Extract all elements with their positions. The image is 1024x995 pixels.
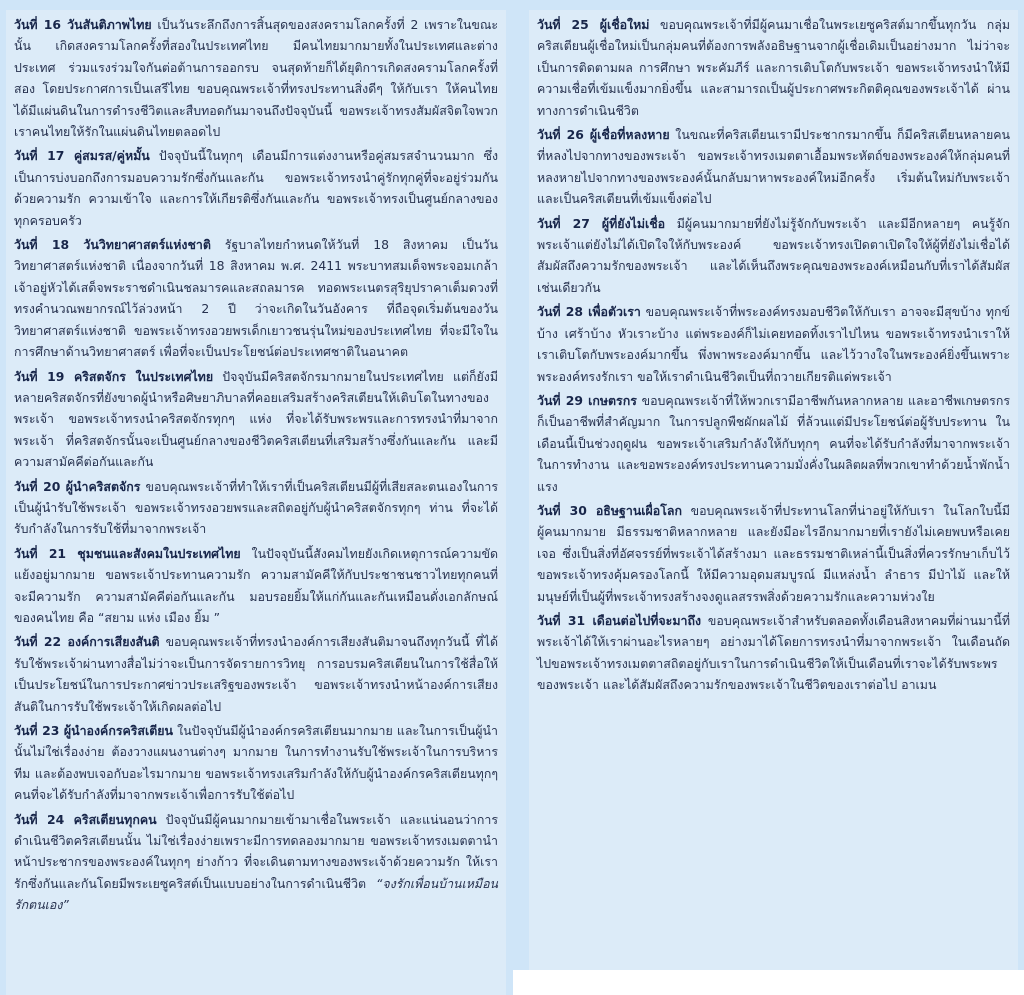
entry-day-16 — [14, 14, 498, 142]
entry-body: ขอบคุณพระเจ้าที่ทำให้เราที่เป็นคริสเตียนมีผู้ที่เสียสละตนเองในการเป็นผู้นำรับใช้พระเจ้า ขอพระเจ้าทรงอวยพรและสถิตอยู่กับผู้นำคริสตจักรทุกๆ ท่าน ที่จะได้รับกำลังในการรับใช้ที่มาจากพระเจ้า — [14, 478, 499, 537]
entry-heading: วันที่ 28 เพื่อตัวเรา — [537, 304, 641, 320]
entry-day-25 — [537, 14, 1010, 121]
entry-body: ในปัจจุบันมีผู้นำองค์กรคริสเตียนมากมาย และในการเป็นผู้นำนั้นไม่ใช่เรื่องง่าย ต้องวางแผนงานต่างๆ มากมาย ในการทำงานรับใช้พระเจ้าในการบริหารทีม และต้องพบเจอกับอะไรมากมาย ขอพระเจ้าทรงเสริมกำลังให้กับผู้นำองค์กรคริสเตียนทุกๆ คนที่จะได้รับกำลังที่มาจากพระเจ้าเพื่อการรับใช้ต่อไป — [14, 723, 498, 803]
right-column — [529, 10, 1018, 970]
entry-day-28 — [537, 301, 1010, 387]
entry-heading: วันที่ 19 คริสตจักร ในประเทศไทย — [14, 368, 214, 384]
page-bottom-margin — [513, 970, 1024, 995]
entry-day-29 — [537, 390, 1010, 497]
entry-body: ในขณะที่คริสเตียนเรามีประชากรมากขึ้น ก็มีคริสเตียนหลายคนที่หลงไปจากทางของพระเจ้า ขอพระเจ้าทรงเมตตาเอื้อมพระหัตถ์ของพระองค์ให้กลุ่มคนที่หลงหายไปจากทางของพระองค์นั้นกลับมาหาพระองค์ใหม่อีกครั้ง เริ่มต้นใหม่กับพระเจ้าและเป็นคริสเตียนที่เข้มแข็งต่อไป — [537, 127, 1010, 207]
entry-heading: วันที่ 30 อธิษฐานเผื่อโลก — [537, 502, 682, 518]
entry-day-30 — [537, 500, 1010, 607]
entry-body: ขอบคุณพระเจ้าสำหรับตลอดทั้งเดือนสิงหาคมที่ผ่านมานี้ที่พระเจ้าได้ให้เราผ่านอะไรหลายๆ อย่างมาได้โดยการทรงนำที่มาจากพระเจ้า ในเดือนถัดไปขอพระเจ้าทรงเมตตาสถิตอยู่กับเราในการดำเนินชีวิตให้เป็นเดือนที่เราจะได้รับพระพรของพระเจ้า และได้สัมผัสถึงความรักของพระเจ้าในชีวิตของเราต่อไป อาเมน — [537, 612, 1010, 693]
entry-day-31 — [537, 610, 1010, 696]
entry-heading: วันที่ 18 วันวิทยาศาสตร์แห่งชาติ — [14, 237, 211, 253]
entry-body: ปัจจุบันนี้ในทุกๆ เดือนมีการแต่งงานหรือคู่สมรสจำนวนมาก ซึ่งเป็นการบ่งบอกถึงการมอบความรักซึ่งกันและกัน ขอพระเจ้าทรงนำคู่รักทุกคู่ที่จะอยู่ร่วมกันด้วยความรัก ความเข้าใจ และการให้เกียรติซึ่งกันและกัน ขอพระเจ้าทรงเป็นศูนย์กลางของทุกครอบครัว — [14, 148, 499, 228]
left-column — [6, 10, 506, 995]
entry-day-21 — [14, 543, 498, 629]
entry-heading: วันที่ 24 คริสเตียนทุกคน — [14, 811, 157, 827]
entry-day-20 — [14, 476, 498, 540]
entry-body: ในปัจจุบันนี้สังคมไทยยังเกิดเหตุการณ์ความขัดแย้งอยู่มากมาย ขอพระเจ้าประทานความรัก ความสามัคคีให้กับประชาชนชาวไทยทุกคนที่จะมีความรัก ความสามัคคีต่อกันและกัน มอบรอยยิ้มให้แก่กันและกันเหมือนดั่งเอกลักษณ์ของคนไทย คือ “สยาม แห่ง เมือง ยิ้ม ” — [14, 545, 498, 625]
entry-day-23 — [14, 720, 498, 806]
entry-heading: วันที่ 20 ผู้นำคริสตจักร — [14, 478, 141, 494]
entry-body: รัฐบาลไทยกำหนดให้วันที่ 18 สิงหาคม เป็นวันวิทยาศาสตร์แห่งชาติ เนื่องจากวันที่ 18 สิงหาคม พ.ศ. 2411 พระบาทสมเด็จพระจอมเกล้าเจ้าอยู่หัวได้เสด็จพระราชดำเนินชลมารคและสถลมารค ทอดพระเนตรสุริยุปราคาเต็มดวงที่ทรงคำนวณพยากรณ์ไว้ล่วงหน้า 2 ปี ว่าจะเกิดในวันอังคาร ที่ถือจุดเริ่มต้นของวันวิทยาศาสตร์แห่งชาติ ขอพระเจ้าทรงอวยพรเด็กเยาวชนรุ่นใหม่ของประเทศไทย ที่จะมีใจในการศึกษาด้านวิทยาศาสตร์ เพื่อที่จะเป็นประโยชน์ต่อประเทศชาติในอนาคต — [14, 237, 498, 360]
entry-heading: วันที่ 23 ผู้นำองค์กรคริสเตียน — [14, 723, 174, 738]
entry-heading: วันที่ 29 เกษตรกร — [537, 392, 637, 408]
entry-heading: วันที่ 22 องค์การเสียงสันติ — [14, 634, 160, 650]
entry-body: ขอบคุณพระเจ้าที่ทรงนำองค์การเสียงสันติมาจนถึงทุกวันนี้ ที่ได้รับใช้พระเจ้าผ่านทางสื่อไม่ว่าจะเป็นการจัดรายการวิทยุ การอบรมคริสเตียนในการใช้สื่อให้เป็นประโยชน์ในการประกาศข่าวประเสริฐของพระเจ้า ขอพระเจ้าทรงนำหน้าองค์การเสียงสันติในการรับใช้พระเจ้าให้เกิดผลต่อไป — [14, 634, 498, 714]
entry-body: ปัจจุบันมีคริสตจักรมากมายในประเทศไทย แต่ก็ยังมีหลายคริสตจักรที่ยังขาดผู้นำหรือศิษยาภิบาลที่คอยเสริมสร้างคริสเตียนให้เติบโตในทางของพระเจ้า ขอพระเจ้าทรงนำคริสตจักรทุกๆ แห่ง ที่จะได้รับพระพรและการทรงนำที่มาจากพระเจ้า ที่คริสตจักรนั้นจะเป็นศูนย์กลางของชีวิตคริสเตียนที่เสริมสร้างซึ่งกันและกัน และมีความสามัคคีต่อกันและกัน — [14, 368, 499, 470]
entry-body: ขอบคุณพระเจ้าที่ให้พวกเรามีอาชีพกันหลากหลาย และอาชีพเกษตรกรก็เป็นอาชีพที่สำคัญมาก ในการปลูกพืชผักผลไม้ ที่ล้วนแต่มีประโยชน์ต่อผู้รับประทาน ในเดือนนี้เป็นช่วงฤดูฝน ขอพระเจ้าเสริมกำลังให้กับทุกๆ คนที่จะได้รับกำลังที่มาจากพระเจ้าในการทำงาน และขอพระองค์ทรงประทานความมั่งคั่งในผลิตผลที่พวกเขาทำด้วยน้ำพักน้ำแรง — [537, 392, 1010, 494]
entry-body: ขอบคุณพระเจ้าที่ประทานโลกที่น่าอยู่ให้กับเรา ในโลกใบนี้มีผู้คนมากมาย มีธรรมชาติหลากหลาย และยังมีอะไรอีกมากมายที่เรายังไม่เคยพบหรือเคยเจอ ซึ่งเป็นสิ่งที่อัศจรรย์ที่พระเจ้าได้สร้างมา และธรรมชาติเหล่านี้เป็นสิ่งที่ควรรักษาเก็บไว้ ขอพระเจ้าทรงคุ้มครองโลกนี้ ให้มีความอุดมสมบูรณ์ มีแหล่งน้ำ ลำธาร มีป่าไม้ และให้มนุษย์ที่เป็นผู้ที่พระเจ้าทรงสร้างจงดูแลสรรพสิ่งด้วยความรักและความห่วงใย — [537, 502, 1010, 604]
entry-day-27 — [537, 213, 1010, 299]
entry-quote: “จงรักเพื่อนบ้านเหมือนรักตนเอง” — [14, 875, 498, 913]
entry-day-22 — [14, 631, 498, 717]
entry-heading: วันที่ 17 คู่สมรส/คู่หมั้น — [14, 148, 150, 164]
entry-day-24 — [14, 809, 498, 916]
entry-day-26 — [537, 124, 1010, 210]
entry-day-19 — [14, 366, 498, 473]
entry-body: มีผู้คนมากมายที่ยังไม่รู้จักกับพระเจ้า และมีอีกหลายๆ คนรู้จักพระเจ้าแต่ยังไม่ได้เปิดใจให้กับพระองค์ ขอพระเจ้าทรงเปิดตาเปิดใจให้ผู้ที่ยังไม่เชื่อได้สัมผัสถึงความรักของพระเจ้า และได้เห็นถึงพระคุณของพระองค์เหมือนกับที่เราได้สัมผัสเช่นเดียวกัน — [537, 215, 1010, 295]
entry-body: ปัจจุบันมีผู้คนมากมายเข้ามาเชื่อในพระเจ้า และแน่นอนว่าการดำเนินชีวิตคริสเตียนนั้น ไม่ใช่เรื่องง่ายเพราะมีการทดลองมากมาย ขอพระเจ้าทรงเมตตานำหน้าประชากรของพระองค์ในทุกๆ ย่างก้าว ที่จะเดินตามทางของพระเจ้าด้วยความรัก ให้เรารักซึ่งกันและกันโดยมีพระเยซูคริสต์เป็นแบบอย่างในการดำเนินชีวิต — [14, 811, 498, 891]
entry-heading: วันที่ 25 ผู้เชื่อใหม่ — [537, 17, 650, 32]
entry-heading: วันที่ 16 วันสันติภาพไทย — [14, 17, 152, 32]
entry-body: ขอบคุณพระเจ้าที่พระองค์ทรงมอบชีวิตให้กับเรา อาจจะมีสุขบ้าง ทุกข์บ้าง เศร้าบ้าง หัวเราะบ้าง แต่พระองค์ก็ไม่เคยทอดทิ้งเราไปไหน ขอพระเจ้าทรงนำเราให้เราเติบโตกับพระองค์มากขึ้น พึ่งพาพระองค์มากขึ้น และไว้วางใจในพระองค์ยิ่งขึ้นเพราะพระองค์ทรงรักเรา ขอให้เราดำเนินชีวิตเป็นที่ถวายเกียรติแด่พระเจ้า — [537, 304, 1010, 384]
entry-day-18 — [14, 234, 498, 362]
entry-body: เป็นวันระลึกถึงการสิ้นสุดของสงครามโลกครั้งที่ 2 เพราะในขณะนั้น เกิดสงครามโลกครั้งที่สองในประเทศไทย มีคนไทยมากมายทั้งในประเทศและต่างประเทศ ร่วมแรงร่วมใจกันต่อต้านการออกรบ จนสุดท้ายก็ได้ยุติการเกิดสงครามโลกครั้งที่สอง โดยประกาศการเป็นเสรีไทย ขอบคุณพระเจ้าที่ทรงประทานสิ่งดีๆ ให้กับเรา ให้คนไทยได้มีแผ่นดินในการดำรงชีวิตและสืบทอดกันมาจนถึงปัจจุบันนี้ ขอพระเจ้าทรงสัมผัสจิตใจพวกเราคนไทยให้รักในแผ่นดินไทยตลอดไป — [14, 17, 498, 140]
entry-heading: วันที่ 21 ชุมชนและสังคมในประเทศไทย — [14, 545, 241, 561]
entry-heading: วันที่ 27 ผู้ที่ยังไม่เชื่อ — [537, 215, 666, 231]
entry-heading: วันที่ 31 เดือนต่อไปที่จะมาถึง — [537, 612, 701, 628]
entry-day-17 — [14, 145, 498, 231]
entry-heading: วันที่ 26 ผู้เชื่อที่หลงหาย — [537, 127, 670, 143]
entry-body: ขอบคุณพระเจ้าที่มีผู้คนมาเชื่อในพระเยซูคริสต์มากขึ้นทุกวัน กลุ่มคริสเตียนผู้เชื่อใหม่เป็นกลุ่มคนที่ต้องการพลังอธิษฐานจากผู้เชื่อเดิมเป็นอย่างมาก ไม่ว่าจะเป็นการติดตามผล การศึกษา พระคัมภีร์ และการเติบโตกับพระเจ้า ขอพระเจ้าทรงนำให้มีความเชื่อที่เข้มแข็งมากยิ่งขึ้น และสามารถเป็นผู้ประกาศพระกิตติคุณของพระเจ้าได้ ผ่านทางการดำเนินชีวิต — [537, 17, 1010, 118]
